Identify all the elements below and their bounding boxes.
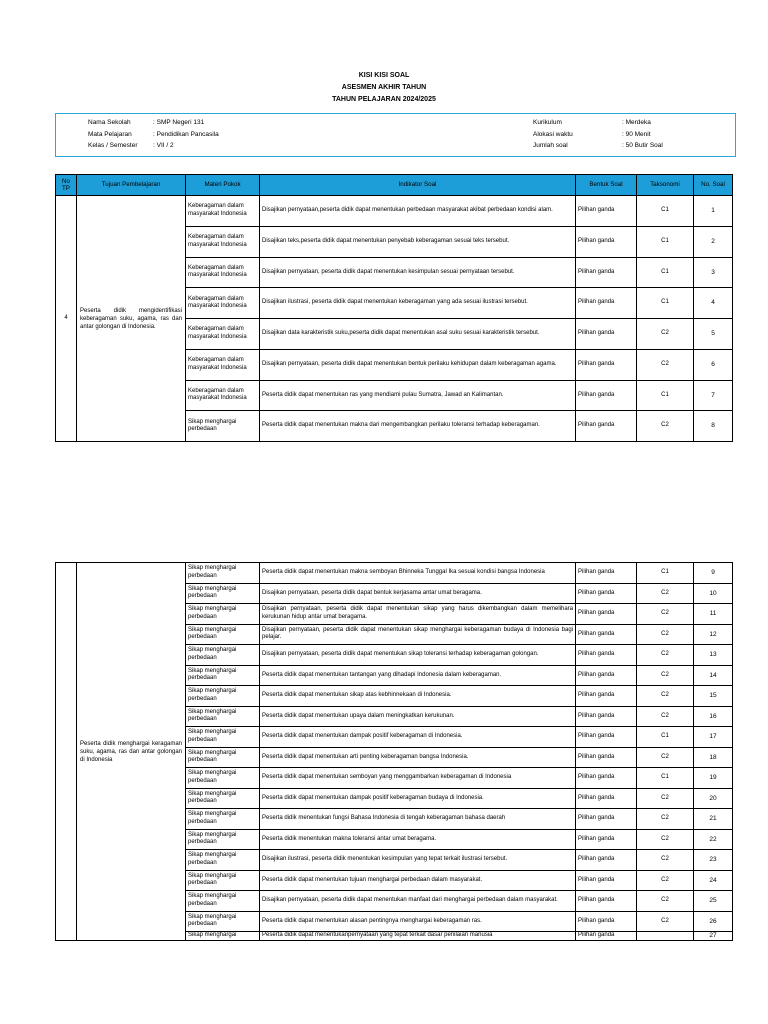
no-soal-cell: 23 xyxy=(694,850,733,871)
no-soal-cell: 20 xyxy=(694,788,733,809)
no-soal-cell: 12 xyxy=(694,624,733,645)
taksonomi-cell: C2 xyxy=(637,319,694,350)
taksonomi-cell: C2 xyxy=(637,686,694,707)
taksonomi-cell: C2 xyxy=(637,850,694,871)
taksonomi-cell: C2 xyxy=(637,747,694,768)
header-bentuk: Bentuk Soal xyxy=(576,175,637,196)
class-row xyxy=(88,140,219,152)
no-soal-cell: 22 xyxy=(694,829,733,850)
no-soal-cell: 11 xyxy=(694,604,733,625)
indikator-cell: Peserta didik dapat menentukan semboyan yang menggambarkan keberagaman di Indonesia xyxy=(260,768,576,789)
bentuk-cell: Pilihan ganda xyxy=(576,686,637,707)
table-row xyxy=(56,196,733,227)
no-soal-cell: 1 xyxy=(694,196,733,227)
taksonomi-cell: C1 xyxy=(637,768,694,789)
materi-cell: Sikap menghargai perbedaan xyxy=(186,768,260,789)
table-row xyxy=(56,563,733,584)
bentuk-cell: Pilihan ganda xyxy=(576,891,637,912)
class-label: Kelas / Semester xyxy=(88,142,138,149)
question-count-row xyxy=(533,140,663,152)
bentuk-cell: Pilihan ganda xyxy=(576,380,637,411)
no-soal-cell: 15 xyxy=(694,686,733,707)
taksonomi-cell: C1 xyxy=(637,727,694,748)
header-tujuan: Tujuan Pembelajaran xyxy=(77,175,186,196)
indikator-cell: Peserta didik dapat menentukan sikap atas kebhinnekaan di Indonesia. xyxy=(260,686,576,707)
school-row xyxy=(88,117,219,129)
taksonomi-cell: C1 xyxy=(637,196,694,227)
materi-cell: Keberagaman dalam masyarakat Indonesia xyxy=(186,380,260,411)
question-count-label: Jumlah soal xyxy=(533,142,568,149)
no-soal-cell: 3 xyxy=(694,257,733,288)
materi-cell: Keberagaman dalam masyarakat Indonesia xyxy=(186,226,260,257)
materi-cell: Sikap menghargai perbedaan xyxy=(186,624,260,645)
bentuk-cell: Pilihan ganda xyxy=(576,932,637,941)
no-soal-cell: 17 xyxy=(694,727,733,748)
bentuk-cell: Pilihan ganda xyxy=(576,809,637,830)
school-value: : SMP Negeri 131 xyxy=(153,119,205,126)
no-soal-cell: 14 xyxy=(694,665,733,686)
materi-cell: Sikap menghargai xyxy=(186,932,260,941)
indikator-cell: Disajikan pernyataan, peserta didik dapat menentukan kesimpulan sesuai pernyataan tersebut. xyxy=(260,257,576,288)
no-soal-cell: 13 xyxy=(694,645,733,666)
no-soal-cell: 2 xyxy=(694,226,733,257)
title-line-3: TAHUN PELAJARAN 2024/2025 xyxy=(332,96,436,103)
header-indikator: Indikator Soal xyxy=(260,175,576,196)
indikator-cell: Disajikan teks,peserta didik dapat menentukan penyebab keberagaman sesuai teks tersebut. xyxy=(260,226,576,257)
time-row xyxy=(533,129,663,141)
taksonomi-cell: C1 xyxy=(637,226,694,257)
curriculum-row xyxy=(533,117,663,129)
no-soal-cell: 8 xyxy=(694,411,733,442)
bentuk-cell: Pilihan ganda xyxy=(576,829,637,850)
bentuk-cell: Pilihan ganda xyxy=(576,349,637,380)
indikator-cell: Peserta didik dapat menentukan tujuan menghargai perbedaan dalam masyarakat. xyxy=(260,870,576,891)
no-soal-cell: 25 xyxy=(694,891,733,912)
taksonomi-cell: C2 xyxy=(637,911,694,932)
bentuk-cell: Pilihan ganda xyxy=(576,411,637,442)
no-soal-cell: 18 xyxy=(694,747,733,768)
subject-value: : Pendidikan Pancasila xyxy=(153,130,219,138)
bentuk-cell: Pilihan ganda xyxy=(576,624,637,645)
no-tp-cell: 4 xyxy=(56,196,77,442)
materi-cell: Sikap menghargai perbedaan xyxy=(186,665,260,686)
indikator-cell: Peserta didik dapat menentukan alasan pentingnya menghargai keberagaman ras. xyxy=(260,911,576,932)
indikator-cell: Peserta didik dapat menentukan dampak positif keberagaman di Indonesia. xyxy=(260,727,576,748)
bentuk-cell: Pilihan ganda xyxy=(576,226,637,257)
indikator-cell: Disajikan pernyataan, peserta didik dapat menentukan sikap menghargai keberagaman budaya di Indonesia bagi pelajar. xyxy=(260,624,576,645)
no-soal-cell: 26 xyxy=(694,911,733,932)
bentuk-cell: Pilihan ganda xyxy=(576,196,637,227)
bentuk-cell: Pilihan ganda xyxy=(576,870,637,891)
document-title-block xyxy=(0,70,768,106)
materi-cell: Sikap menghargai perbedaan xyxy=(186,563,260,584)
taksonomi-cell: C2 xyxy=(637,665,694,686)
taksonomi-cell: C2 xyxy=(637,583,694,604)
header-taksonomi: Taksonomi xyxy=(637,175,694,196)
header-materi: Materi Pokok xyxy=(186,175,260,196)
indikator-cell: Disajikan ilustrasi, peserta didik dapat menentukan keberagaman yang ada sesuai ilustrasi tersebut. xyxy=(260,288,576,319)
curriculum-value: : Merdeka xyxy=(622,119,651,126)
indikator-cell: Disajikan pernyataan, peserta didik dapat menentukan manfaat dari menghargai perbedaan dalam masyarakat. xyxy=(260,891,576,912)
materi-cell: Keberagaman dalam masyarakat Indonesia xyxy=(186,288,260,319)
bentuk-cell: Pilihan ganda xyxy=(576,768,637,789)
bentuk-cell: Pilihan ganda xyxy=(576,850,637,871)
bentuk-cell: Pilihan ganda xyxy=(576,257,637,288)
tujuan-cell: Peserta didik menghargai keragaman suku, agama, ras dan antar golongan di Indonesia xyxy=(77,563,186,941)
indikator-cell: Peserta didik menentukan makna toleransi antar umat beragama. xyxy=(260,829,576,850)
indikator-cell: Peserta didik dapat menentukan dampak positif keberagaman budaya di Indonesia. xyxy=(260,788,576,809)
taksonomi-cell: C2 xyxy=(637,870,694,891)
no-soal-cell: 19 xyxy=(694,768,733,789)
table-header-row xyxy=(56,175,733,196)
no-soal-cell: 24 xyxy=(694,870,733,891)
taksonomi-cell: C2 xyxy=(637,349,694,380)
indikator-cell: Peserta didik dapat menentukan arti penting keberagaman bangsa Indonesia. xyxy=(260,747,576,768)
materi-cell: Sikap menghargai perbedaan xyxy=(186,850,260,871)
no-soal-cell: 5 xyxy=(694,319,733,350)
time-label: Alokasi waktu xyxy=(533,130,573,138)
subject-label: Mata Pelajaran xyxy=(88,130,132,138)
materi-cell: Sikap menghargai perbedaan xyxy=(186,829,260,850)
taksonomi-cell: C2 xyxy=(637,829,694,850)
taksonomi-cell: C2 xyxy=(637,624,694,645)
taksonomi-cell: C1 xyxy=(637,288,694,319)
identity-left-column xyxy=(88,117,219,152)
bentuk-cell: Pilihan ganda xyxy=(576,563,637,584)
materi-cell: Sikap menghargai perbedaan xyxy=(186,891,260,912)
header-no-tp: No TP xyxy=(56,175,77,196)
materi-cell: Sikap menghargai perbedaan xyxy=(186,583,260,604)
bentuk-cell: Pilihan ganda xyxy=(576,288,637,319)
materi-cell: Sikap menghargai perbedaan xyxy=(186,747,260,768)
bentuk-cell: Pilihan ganda xyxy=(576,727,637,748)
materi-cell: Keberagaman dalam masyarakat Indonesia xyxy=(186,257,260,288)
no-soal-cell: 27 xyxy=(694,932,733,941)
indikator-cell: Disajikan pernyataan, peserta didik dapat menentukan sikap toleransi terhadap keberagaman golongan. xyxy=(260,645,576,666)
indikator-cell: Disajikan pernyataan, peserta didik dapat menentukan sikap yang harus dikembangkan dalam memelihara kerukunan hidup antar umat beragama. xyxy=(260,604,576,625)
bentuk-cell: Pilihan ganda xyxy=(576,665,637,686)
title-line-2: ASESMEN AKHIR TAHUN xyxy=(341,84,427,91)
indikator-cell: Disajikan ilustrasi, peserta didik menentukan kesimpulan yang tepat terkait ilustrasi tersebut. xyxy=(260,850,576,871)
no-soal-cell: 7 xyxy=(694,380,733,411)
bentuk-cell: Pilihan ganda xyxy=(576,583,637,604)
indikator-cell: Disajikan pernyataan, peserta didik dapat menentukan bentuk perilaku kehidupan dalam keberagaman agama. xyxy=(260,349,576,380)
no-soal-cell: 10 xyxy=(694,583,733,604)
identity-right-column xyxy=(533,117,663,152)
taksonomi-cell: C2 xyxy=(637,891,694,912)
tujuan-cell: Peserta didik mengidentifikasi keberagaman suku, agama, ras dan antar golongan di Indonesia. xyxy=(77,196,186,442)
indikator-cell: Peserta didik dapat menentukan makna semboyan Bhinneka Tunggal Ika sesuai kondisi bangsa Indonesia xyxy=(260,563,576,584)
no-tp-cell xyxy=(56,563,77,941)
materi-cell: Sikap menghargai perbedaan xyxy=(186,788,260,809)
no-soal-cell: 4 xyxy=(694,288,733,319)
taksonomi-cell: C2 xyxy=(637,809,694,830)
indikator-cell: Peserta didik dapat menentukan tantangan yang dihadapi Indonesia dalam keberagaman. xyxy=(260,665,576,686)
no-soal-cell: 21 xyxy=(694,809,733,830)
taksonomi-cell: C2 xyxy=(637,604,694,625)
materi-cell: Sikap menghargai perbedaan xyxy=(186,911,260,932)
materi-cell: Sikap menghargai perbedaan xyxy=(186,809,260,830)
grid-table-page-1 xyxy=(55,174,733,442)
time-value: : 90 Menit xyxy=(622,130,651,138)
no-soal-cell: 9 xyxy=(694,563,733,584)
materi-cell: Sikap menghargai perbedaan xyxy=(186,706,260,727)
identity-box xyxy=(55,113,736,157)
taksonomi-cell: C2 xyxy=(637,645,694,666)
materi-cell: Sikap menghargai perbedaan xyxy=(186,870,260,891)
subject-row xyxy=(88,129,219,141)
materi-cell: Keberagaman dalam masyarakat Indonesia xyxy=(186,196,260,227)
bentuk-cell: Pilihan ganda xyxy=(576,604,637,625)
no-soal-cell: 6 xyxy=(694,349,733,380)
materi-cell: Keberagaman dalam masyarakat Indonesia xyxy=(186,349,260,380)
indikator-cell: Peserta didik dapat menentukan makna dari mengembangkan perilaku toleransi terhadap keberagaman. xyxy=(260,411,576,442)
no-soal-cell: 16 xyxy=(694,706,733,727)
bentuk-cell: Pilihan ganda xyxy=(576,645,637,666)
bentuk-cell: Pilihan ganda xyxy=(576,319,637,350)
curriculum-label: Kurikulum xyxy=(533,119,562,126)
taksonomi-cell xyxy=(637,932,694,941)
indikator-cell: Peserta didik dapat menentukan upaya dalam meningkatkan kerukunan. xyxy=(260,706,576,727)
bentuk-cell: Pilihan ganda xyxy=(576,788,637,809)
header-no-soal: No. Soal xyxy=(694,175,733,196)
materi-cell: Sikap menghargai perbedaan xyxy=(186,686,260,707)
materi-cell: Sikap menghargai perbedaan xyxy=(186,727,260,748)
bentuk-cell: Pilihan ganda xyxy=(576,706,637,727)
bentuk-cell: Pilihan ganda xyxy=(576,911,637,932)
taksonomi-cell: C1 xyxy=(637,380,694,411)
class-value: : VII / 2 xyxy=(153,142,174,149)
materi-cell: Sikap menghargai perbedaan xyxy=(186,411,260,442)
taksonomi-cell: C1 xyxy=(637,563,694,584)
taksonomi-cell: C2 xyxy=(637,706,694,727)
materi-cell: Keberagaman dalam masyarakat Indonesia xyxy=(186,319,260,350)
question-count-value: : 50 Butir Soal xyxy=(622,142,663,149)
title-line-1: KISI KISI SOAL xyxy=(358,72,410,79)
taksonomi-cell: C1 xyxy=(637,257,694,288)
taksonomi-cell: C2 xyxy=(637,411,694,442)
indikator-cell: Peserta didik menentukan fungsi Bahasa Indonesia di tengah keberagaman bahasa daerah xyxy=(260,809,576,830)
indikator-cell: Peserta didik dapat menentukanpernyataan yang tepat terkait dasar penilaian manusia xyxy=(260,932,576,941)
indikator-cell: Peserta didik dapat menentukan ras yang mendiami pulau Sumatra, Jawad an Kalimantan. xyxy=(260,380,576,411)
school-label: Nama Sekolah xyxy=(88,119,131,126)
bentuk-cell: Pilihan ganda xyxy=(576,747,637,768)
grid-table-page-2 xyxy=(55,562,733,941)
taksonomi-cell: C2 xyxy=(637,788,694,809)
indikator-cell: Disajikan pernyataan,peserta didik dapat menentukan perbedaan masyarakat akibat perbedaan kondisi alam. xyxy=(260,196,576,227)
materi-cell: Sikap menghargai perbedaan xyxy=(186,604,260,625)
materi-cell: Sikap menghargai perbedaan xyxy=(186,645,260,666)
indikator-cell: Disajikan data karakteristik suku,peserta didik dapat menentukan asal suku sesuai karakteristik tersebut. xyxy=(260,319,576,350)
indikator-cell: Disajikan pernyataan, peserta didik dapat bentuk kerjasama antar umat beragama. xyxy=(260,583,576,604)
